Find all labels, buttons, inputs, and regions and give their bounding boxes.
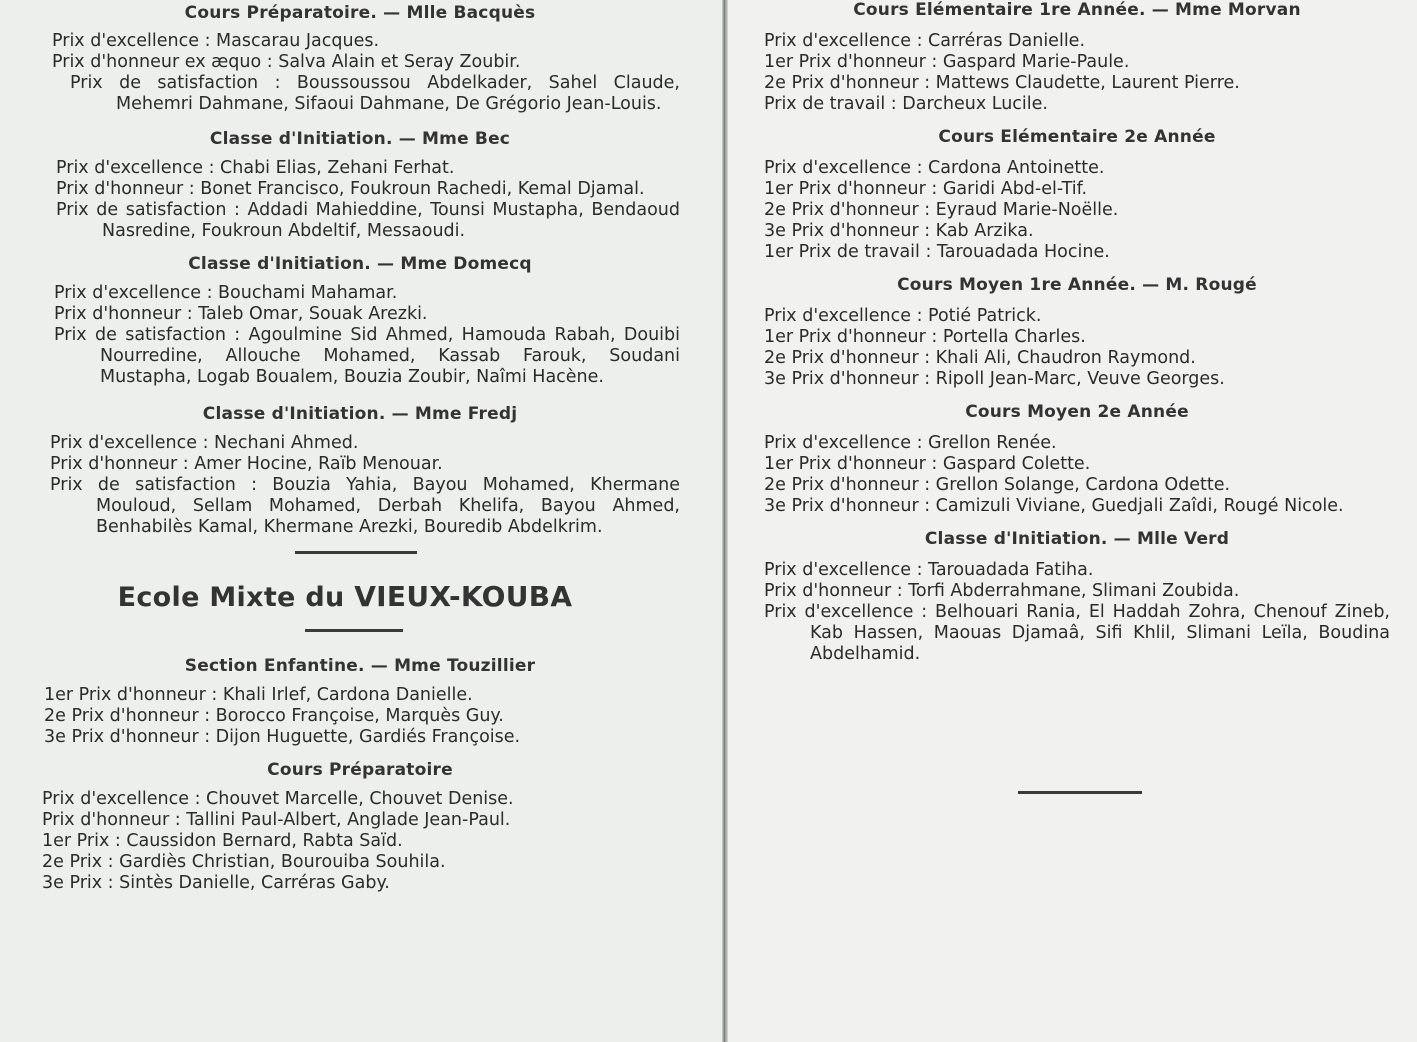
prize-entry: Prix de satisfaction : Addadi Mahieddine, Tounsi Mustapha, Bendaoud Nasredine, Foukroun Abdeltif, Messaoudi. (56, 200, 680, 241)
prize-entry: 3e Prix d'honneur : Camizuli Viviane, Guedjali Zaîdi, Rougé Nicole. (764, 496, 1344, 516)
prize-entry: 2e Prix d'honneur : Mattews Claudette, Laurent Pierre. (764, 73, 1240, 93)
school-title-prefix: Ecole Mixte du (117, 582, 345, 613)
school-title (10, 580, 680, 613)
section-entries (764, 31, 1390, 115)
section-heading: Cours Préparatoire. — Mlle Bacquès (184, 3, 536, 23)
section-heading: Cours Elémentaire 2e Année (938, 127, 1216, 147)
right-page (728, 0, 1417, 1042)
section-entries (40, 31, 680, 115)
prize-entry: Prix de satisfaction : Bouzia Yahia, Bayou Mohamed, Khermane Mouloud, Sellam Mohamed, Derbah Khelifa, Bayou Ahmed, Benhabilès Kamal, Khermane Arezki, Bouredib Abdelkrim. (50, 475, 680, 537)
prize-entry: Prix d'excellence : Tarouadada Fatiha. (764, 560, 1094, 580)
prize-entry: 1er Prix d'honneur : Portella Charles. (764, 327, 1086, 347)
section-heading: Classe d'Initiation. — Mlle Verd (924, 529, 1230, 549)
section-heading: Cours Moyen 2e Année (965, 402, 1189, 422)
section-entries (40, 433, 680, 538)
prize-entry: 2e Prix d'honneur : Khali Ali, Chaudron Raymond. (764, 348, 1196, 368)
prize-entry: Prix d'honneur : Tallini Paul-Albert, Anglade Jean-Paul. (42, 810, 511, 830)
section-entries (40, 685, 680, 748)
prize-entry: 1er Prix : Caussidon Bernard, Rabta Saïd. (42, 831, 403, 851)
prize-entry: 3e Prix d'honneur : Kab Arzika. (764, 221, 1034, 241)
prize-entry: Prix d'honneur : Taleb Omar, Souak Arezki. (54, 304, 428, 324)
prize-entry: 3e Prix d'honneur : Ripoll Jean-Marc, Veuve Georges. (764, 369, 1225, 389)
prize-entry: Prix d'excellence : Belhouari Rania, El Haddah Zohra, Chenouf Zineb, Kab Hassen, Maouas Djamaâ, Sifi Khlil, Slimani Leïla, Boudina Abdelhamid. (764, 602, 1390, 664)
prize-entry: Prix d'honneur ex æquo : Salva Alain et Seray Zoubir. (52, 52, 521, 72)
left-column (40, 0, 680, 894)
section-heading: Classe d'Initiation. — Mme Bec (209, 129, 511, 149)
prize-entry: 3e Prix d'honneur : Dijon Huguette, Gardiés Françoise. (44, 727, 521, 747)
section-entries (40, 158, 680, 242)
prize-entry: 1er Prix d'honneur : Gaspard Marie-Paule. (764, 52, 1130, 72)
prize-entry: 3e Prix : Sintès Danielle, Carréras Gaby. (42, 873, 390, 893)
prize-entry: Prix d'excellence : Potié Patrick. (764, 306, 1042, 326)
section-heading: Classe d'Initiation. — Mme Fredj (202, 404, 518, 424)
section-entries (40, 789, 680, 894)
prize-entry: Prix d'honneur : Bonet Francisco, Foukroun Rachedi, Kemal Djamal. (56, 179, 645, 199)
section-heading: Classe d'Initiation. — Mme Domecq (188, 254, 532, 274)
prize-entry: Prix de satisfaction : Agoulmine Sid Ahmed, Hamouda Rabah, Douibi Nourredine, Allouche Mohamed, Kassab Farouk, Soudani Mustapha, Logab Boualem, Bouzia Zoubir, Naîmi Hacène. (54, 325, 680, 387)
section-entries (764, 560, 1390, 665)
divider-rule (305, 629, 403, 632)
section-heading: Section Enfantine. — Mme Touzillier (184, 656, 536, 676)
prize-entry: Prix d'excellence : Cardona Antoinette. (764, 158, 1105, 178)
prize-entry: 1er Prix d'honneur : Garidi Abd-el-Tif. (764, 179, 1088, 199)
prize-entry: Prix d'excellence : Grellon Renée. (764, 433, 1057, 453)
prize-entry: Prix de travail : Darcheux Lucile. (764, 94, 1048, 114)
section-entries (40, 283, 680, 388)
prize-entry: Prix d'excellence : Carréras Danielle. (764, 31, 1086, 51)
school-title-name: VIEUX-KOUBA (354, 580, 573, 613)
prize-entry: 2e Prix : Gardiès Christian, Bourouiba Souhila. (42, 852, 446, 872)
prize-entry: Prix d'excellence : Nechani Ahmed. (50, 433, 359, 453)
prize-entry: Prix d'excellence : Bouchami Mahamar. (54, 283, 398, 303)
section-entries (764, 306, 1390, 390)
section-entries (764, 433, 1390, 517)
prize-entry: Prix d'excellence : Chouvet Marcelle, Chouvet Denise. (42, 789, 514, 809)
prize-entry: 2e Prix d'honneur : Grellon Solange, Cardona Odette. (764, 475, 1231, 495)
divider-rule (295, 551, 417, 554)
prize-entry: Prix d'excellence : Mascarau Jacques. (52, 31, 380, 51)
section-heading: Cours Elémentaire 1re Année. — Mme Morvan (853, 0, 1301, 20)
prize-entry: 1er Prix d'honneur : Khali Irlef, Cardona Danielle. (44, 685, 473, 705)
prize-entry: 2e Prix d'honneur : Eyraud Marie-Noëlle. (764, 200, 1119, 220)
prize-entry: 2e Prix d'honneur : Borocco Françoise, Marquès Guy. (44, 706, 504, 726)
section-entries (764, 158, 1390, 263)
prize-entry: 1er Prix de travail : Tarouadada Hocine. (764, 242, 1110, 262)
prize-entry: Prix d'honneur : Torfi Abderrahmane, Slimani Zoubida. (764, 581, 1240, 601)
prize-entry: Prix d'excellence : Chabi Elias, Zehani Ferhat. (56, 158, 455, 178)
section-heading: Cours Préparatoire (267, 760, 453, 780)
divider-rule (1018, 791, 1142, 794)
prize-entry: Prix d'honneur : Amer Hocine, Raïb Menouar. (50, 454, 443, 474)
section-heading: Cours Moyen 1re Année. — M. Rougé (897, 275, 1257, 295)
prize-entry: Prix de satisfaction : Boussoussou Abdelkader, Sahel Claude, Mehemri Dahmane, Sifaoui Dahmane, De Grégorio Jean-Louis. (70, 73, 680, 114)
prize-entry: 1er Prix d'honneur : Gaspard Colette. (764, 454, 1091, 474)
right-column (764, 0, 1390, 794)
